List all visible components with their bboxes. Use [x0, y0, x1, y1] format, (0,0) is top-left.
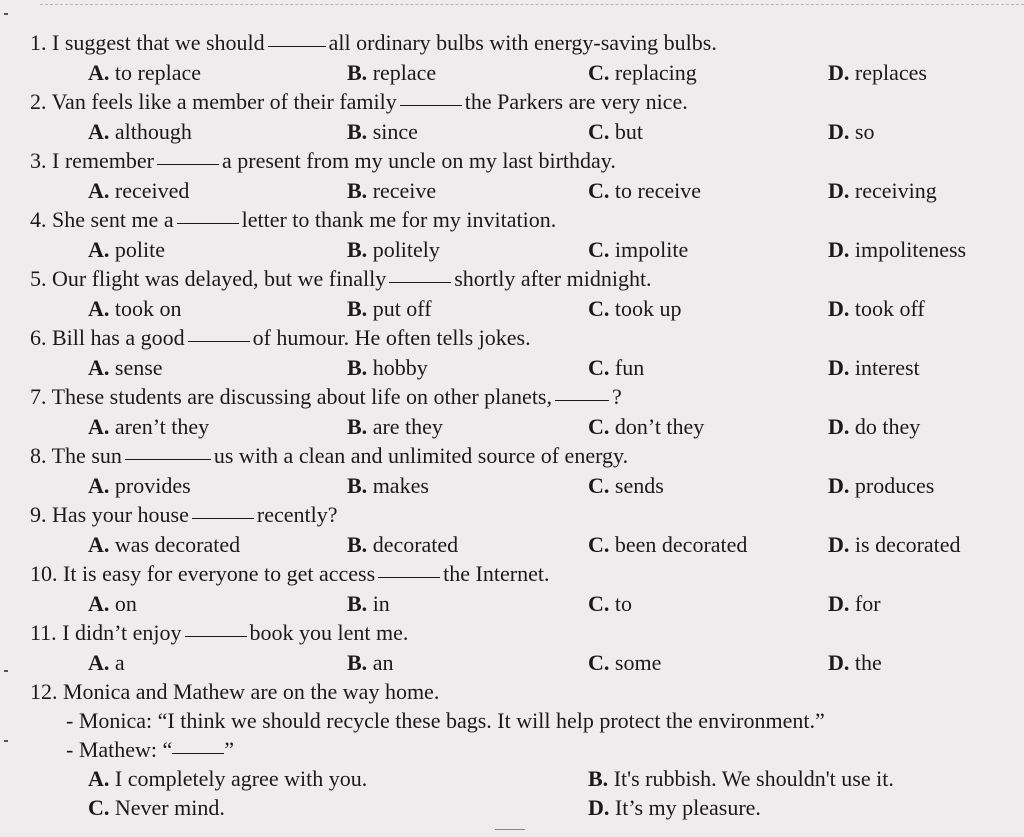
- option-c: C. but: [588, 119, 644, 144]
- question-5: 5. Our flight was delayed, but we finally shortly after midnight.: [30, 266, 652, 291]
- question-3: 3. I remember a present from my uncle on my last birthday.: [30, 148, 616, 173]
- option-d: D. It’s my pleasure.: [588, 795, 761, 820]
- option-c: C. impolite: [588, 237, 689, 262]
- answer-blank: [125, 441, 211, 460]
- option-c: C. to receive: [588, 178, 701, 203]
- option-b: B. makes: [347, 473, 429, 498]
- options-3: [0, 176, 1024, 206]
- question-7: 7. These students are discussing about life on other planets, ?: [30, 384, 622, 409]
- options-12-row-1: [0, 764, 1024, 794]
- option-b: B. put off: [347, 296, 432, 321]
- option-c: C. took up: [588, 296, 682, 321]
- options-2: [0, 117, 1024, 147]
- option-d: D. replaces: [828, 60, 927, 85]
- answer-blank: [157, 146, 219, 165]
- answer-blank: [177, 205, 239, 224]
- option-b: B. since: [347, 119, 418, 144]
- options-5: [0, 294, 1024, 324]
- option-c: C. sends: [588, 473, 664, 498]
- option-b: B. are they: [347, 414, 443, 439]
- option-b: B. It's rubbish. We shouldn't use it.: [588, 766, 894, 791]
- option-b: B. an: [347, 650, 394, 675]
- answer-blank: [555, 382, 609, 401]
- option-b: B. replace: [347, 60, 437, 85]
- options-1: [0, 58, 1024, 88]
- question-2: 2. Van feels like a member of their family the Parkers are very nice.: [30, 89, 688, 114]
- options-9: [0, 530, 1024, 560]
- option-d: D. the: [828, 650, 882, 675]
- question-1: 1. I suggest that we should all ordinary bulbs with energy-saving bulbs.: [30, 30, 717, 55]
- answer-blank: [378, 559, 440, 578]
- question-12: 12. Monica and Mathew are on the way home.: [30, 679, 440, 704]
- option-c: C. fun: [588, 355, 645, 380]
- answer-blank: [185, 618, 247, 637]
- option-d: D. receiving: [828, 178, 937, 203]
- option-c: C. replacing: [588, 60, 697, 85]
- option-c: C. been decorated: [588, 532, 748, 557]
- option-a: A. although: [88, 119, 192, 144]
- answer-blank: [188, 323, 250, 342]
- margin-mark: [4, 740, 8, 742]
- question-9: 9. Has your house recently?: [30, 502, 338, 527]
- option-d: D. do they: [828, 414, 921, 439]
- options-11: [0, 648, 1024, 678]
- question-4: 4. She sent me a letter to thank me for my invitation.: [30, 207, 557, 232]
- options-7: [0, 412, 1024, 442]
- option-d: D. produces: [828, 473, 935, 498]
- margin-mark: [4, 13, 8, 15]
- option-d: D. is decorated: [828, 532, 961, 557]
- options-8: [0, 471, 1024, 501]
- option-a: A. received: [88, 178, 190, 203]
- monica-line: - Monica: “I think we should recycle these bags. It will help protect the environment.”: [66, 708, 825, 733]
- option-b: B. decorated: [347, 532, 459, 557]
- answer-blank: [389, 264, 451, 283]
- option-b: B. hobby: [347, 355, 428, 380]
- option-c: C. to: [588, 591, 633, 616]
- option-a: A. I completely agree with you.: [88, 766, 368, 791]
- question-11: 11. I didn’t enjoy book you lent me.: [30, 620, 409, 645]
- option-d: D. impoliteness: [828, 237, 967, 262]
- options-6: [0, 353, 1024, 383]
- option-a: A. provides: [88, 473, 191, 498]
- option-a: A. to replace: [88, 60, 201, 85]
- question-8: 8. The sun us with a clean and unlimited source of energy.: [30, 443, 629, 468]
- option-c: C. don’t they: [588, 414, 705, 439]
- answer-blank: [400, 87, 462, 106]
- option-a: A. a: [88, 650, 125, 675]
- option-a: A. sense: [88, 355, 163, 380]
- answer-blank: [172, 735, 224, 754]
- option-b: B. in: [347, 591, 390, 616]
- options-12-row-2: [0, 793, 1024, 823]
- option-c: C. Never mind.: [88, 795, 225, 820]
- question-6: 6. Bill has a good of humour. He often tells jokes.: [30, 325, 531, 350]
- question-10: 10. It is easy for everyone to get access the Internet.: [30, 561, 550, 586]
- option-d: D. interest: [828, 355, 920, 380]
- top-divider: [40, 4, 1024, 5]
- option-a: A. took on: [88, 296, 182, 321]
- option-d: D. took off: [828, 296, 925, 321]
- answer-blank: [192, 500, 254, 519]
- mathew-line: - Mathew: “ ”: [66, 737, 235, 762]
- option-b: B. receive: [347, 178, 437, 203]
- option-d: D. so: [828, 119, 875, 144]
- option-d: D. for: [828, 591, 881, 616]
- option-a: A. aren’t they: [88, 414, 210, 439]
- option-a: A. polite: [88, 237, 165, 262]
- option-b: B. politely: [347, 237, 440, 262]
- option-a: A. on: [88, 591, 137, 616]
- options-10: [0, 589, 1024, 619]
- options-4: [0, 235, 1024, 265]
- page-footer-mark: [495, 829, 525, 832]
- option-c: C. some: [588, 650, 662, 675]
- option-a: A. was decorated: [88, 532, 241, 557]
- answer-blank: [268, 28, 326, 47]
